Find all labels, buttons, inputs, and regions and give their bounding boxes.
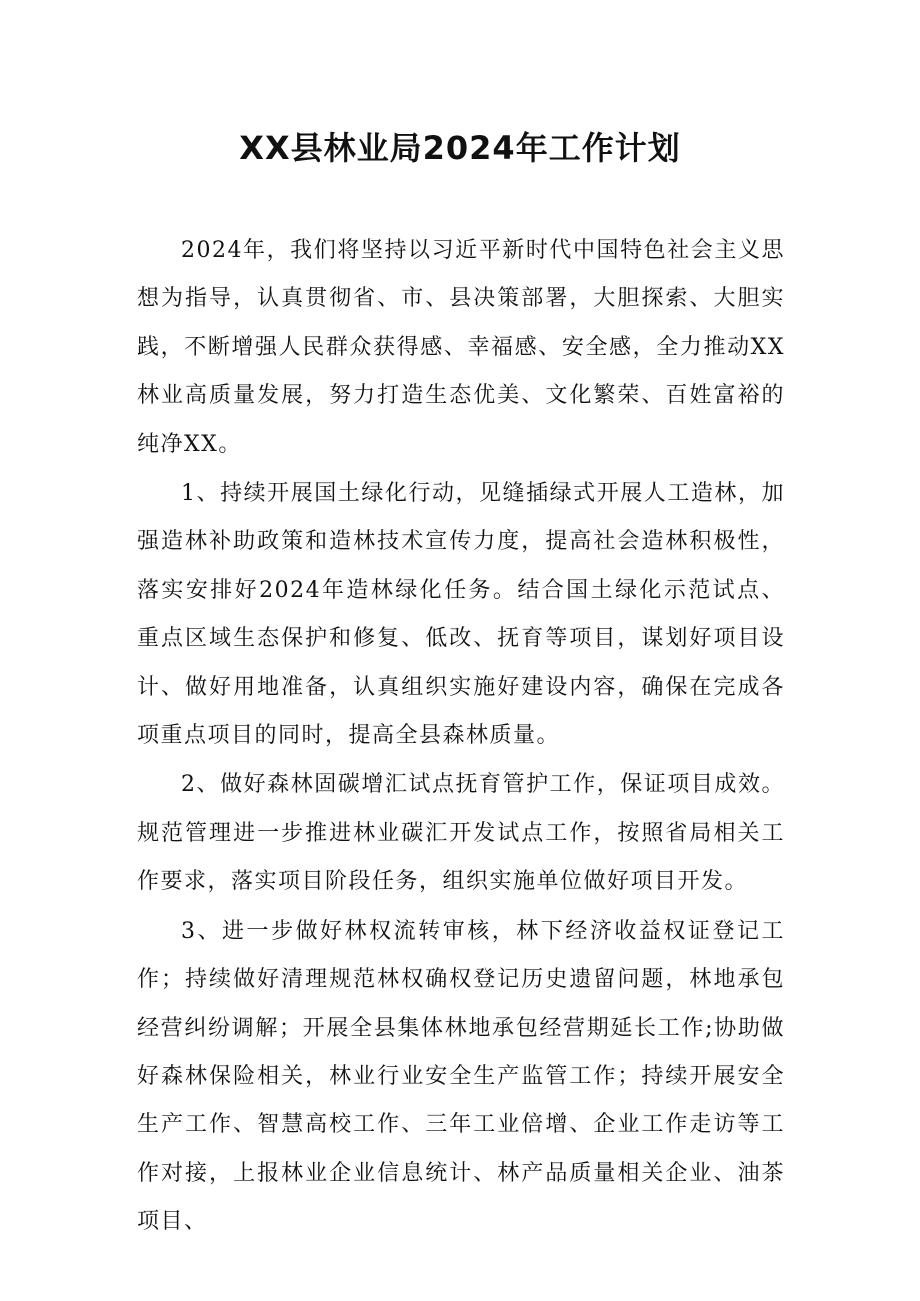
paragraph-item-1: 1、持续开展国土绿化行动，见缝插绿式开展人工造林，加强造林补助政策和造林技术宣传力度，提高社会造林积极性，落实安排好2024年造林绿化任务。结合国土绿化示范试点、重点区域生态保护和修复、低改、抚育等项目，谋划好项目设计、做好用地准备，认真组织实施好建设内容，确保在完成各项重点项目的同时，提高全县森林质量。	[137, 481, 785, 749]
document-body	[137, 227, 785, 1248]
paragraph-item-2: 2、做好森林固碳增汇试点抚育管护工作，保证项目成效。规范管理进一步推进林业碳汇开发试点工作，按照省局相关工作要求，落实项目阶段任务，组织实施单位做好项目开发。	[137, 772, 785, 895]
paragraph-item-3: 3、进一步做好林权流转审核，林下经济收益权证登记工作；持续做好清理规范林权确权登记历史遗留问题，林地承包经营纠纷调解；开展全县集体林地承包经营期延长工作;协助做好森林保险相关，林业行业安全生产监管工作；持续开展安全生产工作、智慧高校工作、三年工业倍增、企业工作走访等工作对接，上报林业企业信息统计、林产品质量相关企业、油茶项目、	[137, 918, 785, 1235]
paragraph-intro: 2024年，我们将坚持以习近平新时代中国特色社会主义思想为指导，认真贯彻省、市、县决策部署，大胆探索、大胆实践，不断增强人民群众获得感、幸福感、安全感，全力推动XX林业高质量发展，努力打造生态优美、文化繁荣、百姓富裕的纯净XX。	[137, 238, 785, 457]
document-title: XX县林业局2024年工作计划	[239, 129, 681, 167]
